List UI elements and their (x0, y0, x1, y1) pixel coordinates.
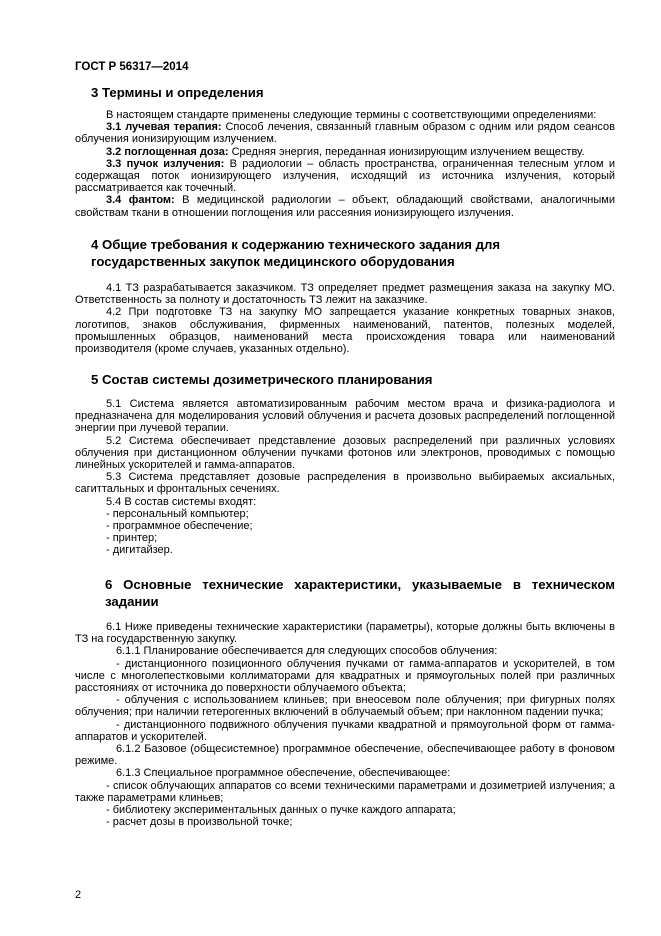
list-item: - библиотеку экспериментальных данных о пучке каждого аппарата; (106, 804, 456, 817)
term: 3.1 лучевая терапия: (106, 121, 222, 134)
term-definition (75, 121, 615, 145)
list-item: - список облучающих аппаратов со всеми техническими параметрами и дозиметрией излучения; а также параметрами клиньев; (75, 779, 615, 804)
list-item: - персональный компьютер; (106, 507, 249, 520)
paragraph: 6.1.3 Специальное программное обеспечение, обеспечивающее: (116, 767, 451, 780)
section-6-heading (105, 576, 615, 610)
section-title: 4 Общие требования к содержанию технического задания для (91, 237, 501, 252)
list-item: - программное обеспечение; (106, 520, 253, 533)
list-item: - расчет дозы в произвольной точке; (106, 816, 293, 829)
term-definition (75, 146, 615, 158)
section-5-heading (91, 371, 613, 388)
paragraph: 5.4 В состав системы входят: (106, 495, 257, 508)
definition: Средняя энергия, переданная ионизирующим излучением веществу. (228, 145, 585, 158)
term: 3.4 фантом: (106, 194, 175, 207)
definition: Способ лечения, связанный главным образом с одним или рядом сеансов облучения ионизирующим излучением. (75, 121, 615, 146)
section-title: 3 Термины и определения (91, 85, 264, 100)
list-item: - дигитайзер. (106, 544, 173, 557)
list-item: - облучения с использованием клиньев; при внеосевом поле облучения; при фигурных полях облучения; при наличии гетерогенных включений в облучаемый объем; при наклонном падении пучка; (75, 694, 615, 719)
term: 3.2 поглощенная доза: (106, 145, 229, 158)
paragraph: 6.1.2 Базовое (общесистемное) программное обеспечение, обеспечивающее работу в фоновом режиме. (75, 743, 615, 768)
definition: В медицинской радиологии – объект, обладающий свойствами, аналогичными свойствам ткани в отношении поглощения или рассеяния ионизирующего излучения. (75, 194, 615, 219)
paragraph: В настоящем стандарте применены следующие термины с соответствующими определениями: (106, 109, 597, 121)
section-6-body (75, 621, 615, 828)
section-title: 5 Состав системы дозиметрического планирования (91, 372, 433, 387)
section-4-heading (91, 236, 613, 270)
paragraph: 4.1 ТЗ разрабатывается заказчиком. ТЗ определяет предмет размещения заказа на закупку МО. Ответственность за полноту и достаточность ТЗ лежит на заказчике. (75, 282, 615, 307)
term-definition (75, 158, 615, 195)
section-4-body (75, 282, 615, 355)
section-title: государственных закупок медицинского оборудования (91, 254, 455, 269)
section-3-heading (91, 84, 613, 101)
section-title: 6 Основные технические характеристики, указываемые в техническом задании (105, 577, 615, 609)
list-item: - дистанционного позиционного облучения пучками от гамма-аппаратов и ускорителей, в том числе с многолепестковыми коллиматорами для квадратных и прямоугольных полей при различных расстояниях от источника до поверхности облучаемого объекта; (75, 657, 615, 695)
paragraph: 6.1 Ниже приведены технические характеристики (параметры), которые должны быть включены в ТЗ на государственную закупку. (75, 621, 615, 646)
standard-header: ГОСТ Р 56317—2014 (75, 61, 189, 73)
page-number: 2 (75, 889, 82, 901)
paragraph: 4.2 При подготовке ТЗ на закупку МО запрещается указание конкретных товарных знаков, логотипов, знаков обслуживания, фирменных наименований, патентов, полезных моделей, промышленных образцов, наименований места происхождения товара или наименований производителя (кроме случаев, указанных отдельно). (75, 306, 615, 356)
paragraph: 5.3 Система представляет дозовые распределения в произвольно выбираемых аксиальных, сагиттальных и фронтальных сечениях. (75, 471, 615, 496)
term: 3.3 пучок излучения: (106, 157, 225, 170)
list-item: - дистанционного подвижного облучения пучками квадратной и прямоугольной форм от гамма-аппаратов и ускорителей. (75, 718, 615, 743)
section-5-body (75, 398, 615, 557)
term-definition (75, 194, 615, 218)
paragraph: 5.2 Система обеспечивает представление дозовых распределений при различных условиях облучения при дистанционном облучении пучками фотонов или электронов, проводимых с помощью линейных ускорителей и гамма-аппаратов. (75, 434, 615, 472)
list-item: - принтер; (106, 532, 158, 545)
section-3-body (75, 109, 615, 219)
definition: В радиологии – область пространства, ограниченная телесным углом и содержащая поток ионизирующего излучения, исходящий из источника излучения, который рассматривается как точечный. (75, 157, 615, 195)
paragraph: 6.1.1 Планирование обеспечивается для следующих способов облучения: (116, 645, 498, 658)
paragraph: 5.1 Система является автоматизированным рабочим местом врача и физика-радиолога и предназначена для моделирования условий облучения и расчета дозовых распределений поглощенной энергии при лучевой терапии. (75, 398, 615, 435)
